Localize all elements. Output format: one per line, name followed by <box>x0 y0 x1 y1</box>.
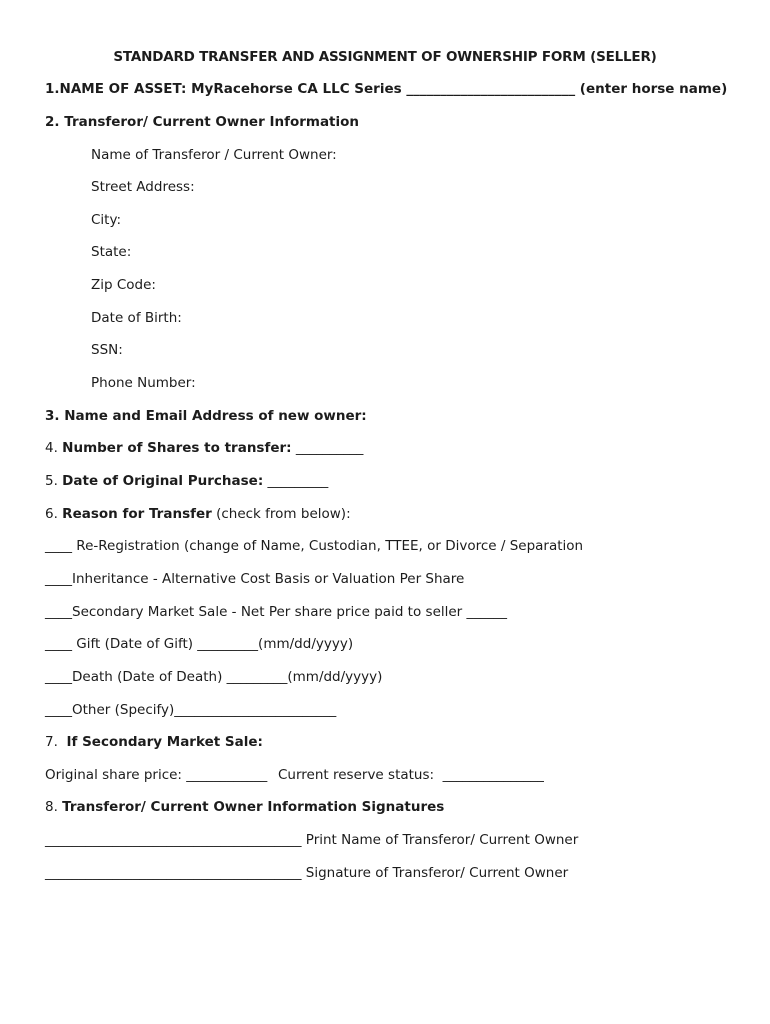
field-phone-number: Phone Number: <box>91 375 196 391</box>
asset-name-line: 1.NAME OF ASSET: MyRacehorse CA LLC Series _________________________ (enter horse name) <box>45 81 728 97</box>
purchase-date-blank: _________ <box>263 473 329 489</box>
transferor-heading: 2. Transferor/ Current Owner Information <box>45 114 360 130</box>
reason-instruction: (check from below): <box>211 506 351 522</box>
reason-label: Reason for Transfer <box>62 506 212 522</box>
signature-line: ______________________________________ Signature of Transferor/ Current Owner <box>45 865 569 881</box>
new-owner-heading: 3. Name and Email Address of new owner: <box>45 408 367 424</box>
reason-for-transfer-line <box>45 505 351 523</box>
secondary-market-label: If Secondary Market Sale: <box>66 734 263 750</box>
print-name-line: ______________________________________ Print Name of Transferor/ Current Owner <box>45 832 579 848</box>
option-other: ____Other (Specify)________________________ <box>45 702 337 718</box>
option-inheritance: ____Inheritance - Alternative Cost Basis or Valuation Per Share <box>45 571 465 587</box>
field-state: State: <box>91 244 132 260</box>
option-gift: ____ Gift (Date of Gift) _________(mm/dd/yyyy) <box>45 636 354 652</box>
section-number: 8. <box>45 799 63 815</box>
field-ssn: SSN: <box>91 342 123 358</box>
secondary-market-heading <box>45 733 263 751</box>
form-title: STANDARD TRANSFER AND ASSIGNMENT OF OWNERSHIP FORM (SELLER) <box>113 49 657 65</box>
field-street-address: Street Address: <box>91 179 195 195</box>
section-number: 4. <box>45 440 63 456</box>
field-date-of-birth: Date of Birth: <box>91 310 182 326</box>
section-number: 5. <box>45 473 63 489</box>
field-transferor-name: Name of Transferor / Current Owner: <box>91 147 337 163</box>
signatures-label: Transferor/ Current Owner Information Signatures <box>62 799 445 815</box>
option-re-registration: ____ Re-Registration (change of Name, Custodian, TTEE, or Divorce / Separation <box>45 538 584 554</box>
field-zip-code: Zip Code: <box>91 277 156 293</box>
field-city: City: <box>91 212 122 228</box>
section-number: 7. <box>45 734 67 750</box>
shares-blank: __________ <box>291 440 364 456</box>
signatures-heading <box>45 798 444 816</box>
shares-label: Number of Shares to transfer: <box>62 440 292 456</box>
original-purchase-date-line <box>45 472 328 490</box>
shares-to-transfer-line <box>45 439 363 457</box>
option-secondary-market-sale: ____Secondary Market Sale - Net Per share price paid to seller ______ <box>45 604 508 620</box>
section-number: 6. <box>45 506 63 522</box>
purchase-date-label: Date of Original Purchase: <box>62 473 264 489</box>
original-share-price-field: Original share price: ____________ <box>45 767 268 783</box>
option-death: ____Death (Date of Death) _________(mm/dd/yyyy) <box>45 669 383 685</box>
current-reserve-status-field: Current reserve status: _______________ <box>278 767 544 783</box>
